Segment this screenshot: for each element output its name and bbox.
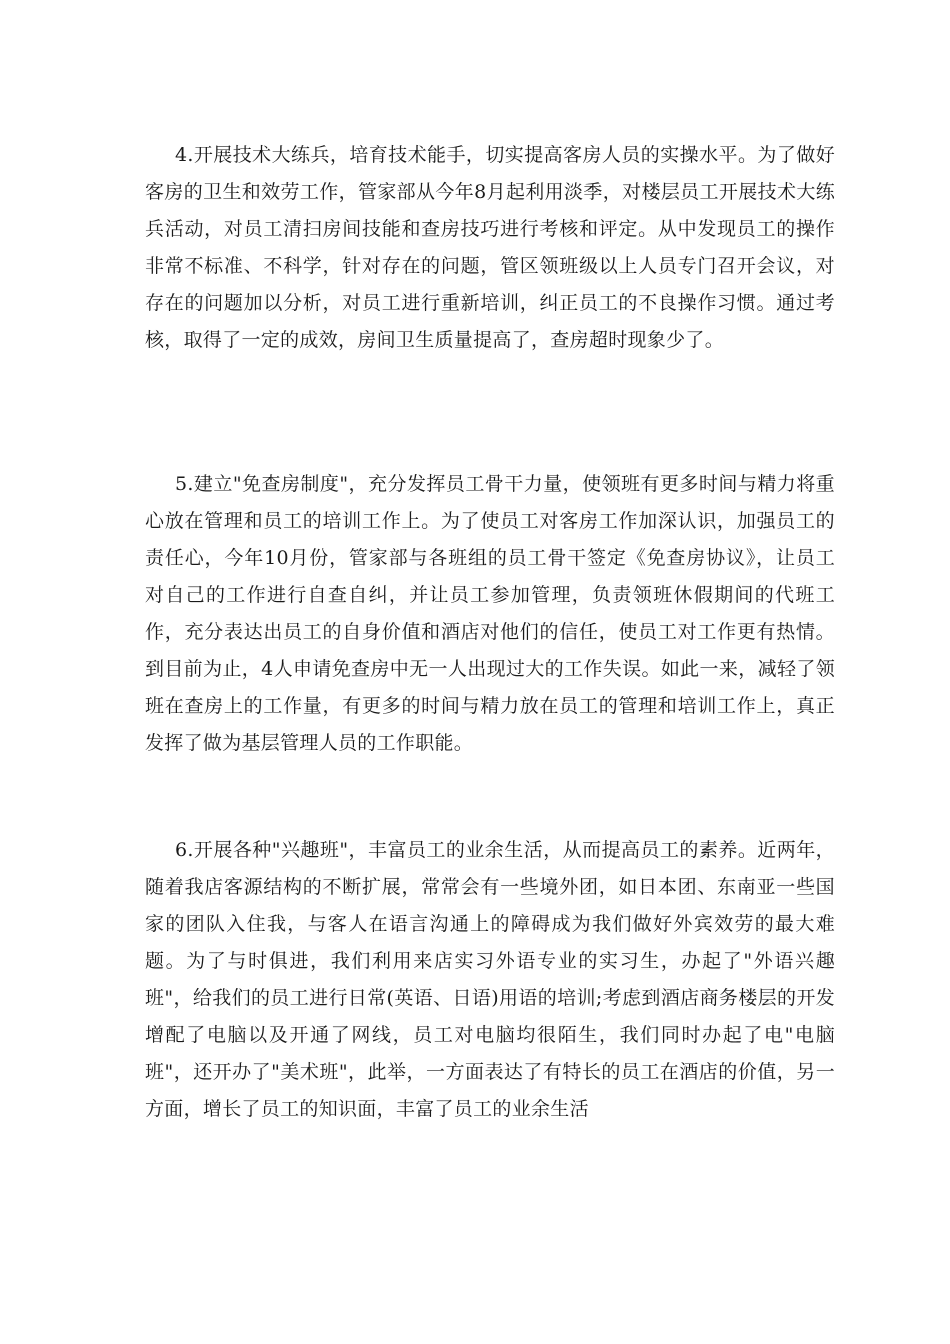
- paragraph-6: 6.开展各种"兴趣班"，丰富员工的业余生活，从而提高员工的素养。近两年，随着我店客源结构的不断扩展，常常会有一些境外团，如日本团、东南亚一些国家的团队入住我，与客人在语言沟通上的障碍成为我们做好外宾效劳的最大难题。为了与时俱进，我们利用来店实习外语专业的实习生，办起了"外语兴趣班"，给我们的员工进行日常(英语、日语)用语的培训;考虑到酒店商务楼层的开发增配了电脑以及开通了网线，员工对电脑均很陌生，我们同时办起了电"电脑班"，还开办了"美术班"，此举，一方面表达了有特长的员工在酒店的价值，另一方面，增长了员工的知识面，丰富了员工的业余生活: [145, 839, 835, 1120]
- paragraph-5: 5.建立"免查房制度"，充分发挥员工骨干力量，使领班有更多时间与精力将重心放在管理和员工的培训工作上。为了使员工对客房工作加深认识，加强员工的责任心，今年10月份，管家部与各班组的员工骨干签定《免查房协议》，让员工对自己的工作进行自查自纠，并让员工参加管理，负责领班休假期间的代班工作，充分表达出员工的自身价值和酒店对他们的信任，使员工对工作更有热情。到目前为止，4人申请免查房中无一人出现过大的工作失误。如此一来，减轻了领班在查房上的工作量，有更多的时间与精力放在员工的管理和培训工作上，真正发挥了做为基层管理人员的工作职能。: [145, 473, 835, 754]
- paragraph-4: 4.开展技术大练兵，培育技术能手，切实提高客房人员的实操水平。为了做好客房的卫生和效劳工作，管家部从今年8月起利用淡季，对楼层员工开展技术大练兵活动，对员工清扫房间技能和查房技巧进行考核和评定。从中发现员工的操作非常不标准、不科学，针对存在的问题，管区领班级以上人员专门召开会议，对存在的问题加以分析，对员工进行重新培训，纠正员工的不良操作习惯。通过考核，取得了一定的成效，房间卫生质量提高了，查房超时现象少了。: [145, 144, 835, 351]
